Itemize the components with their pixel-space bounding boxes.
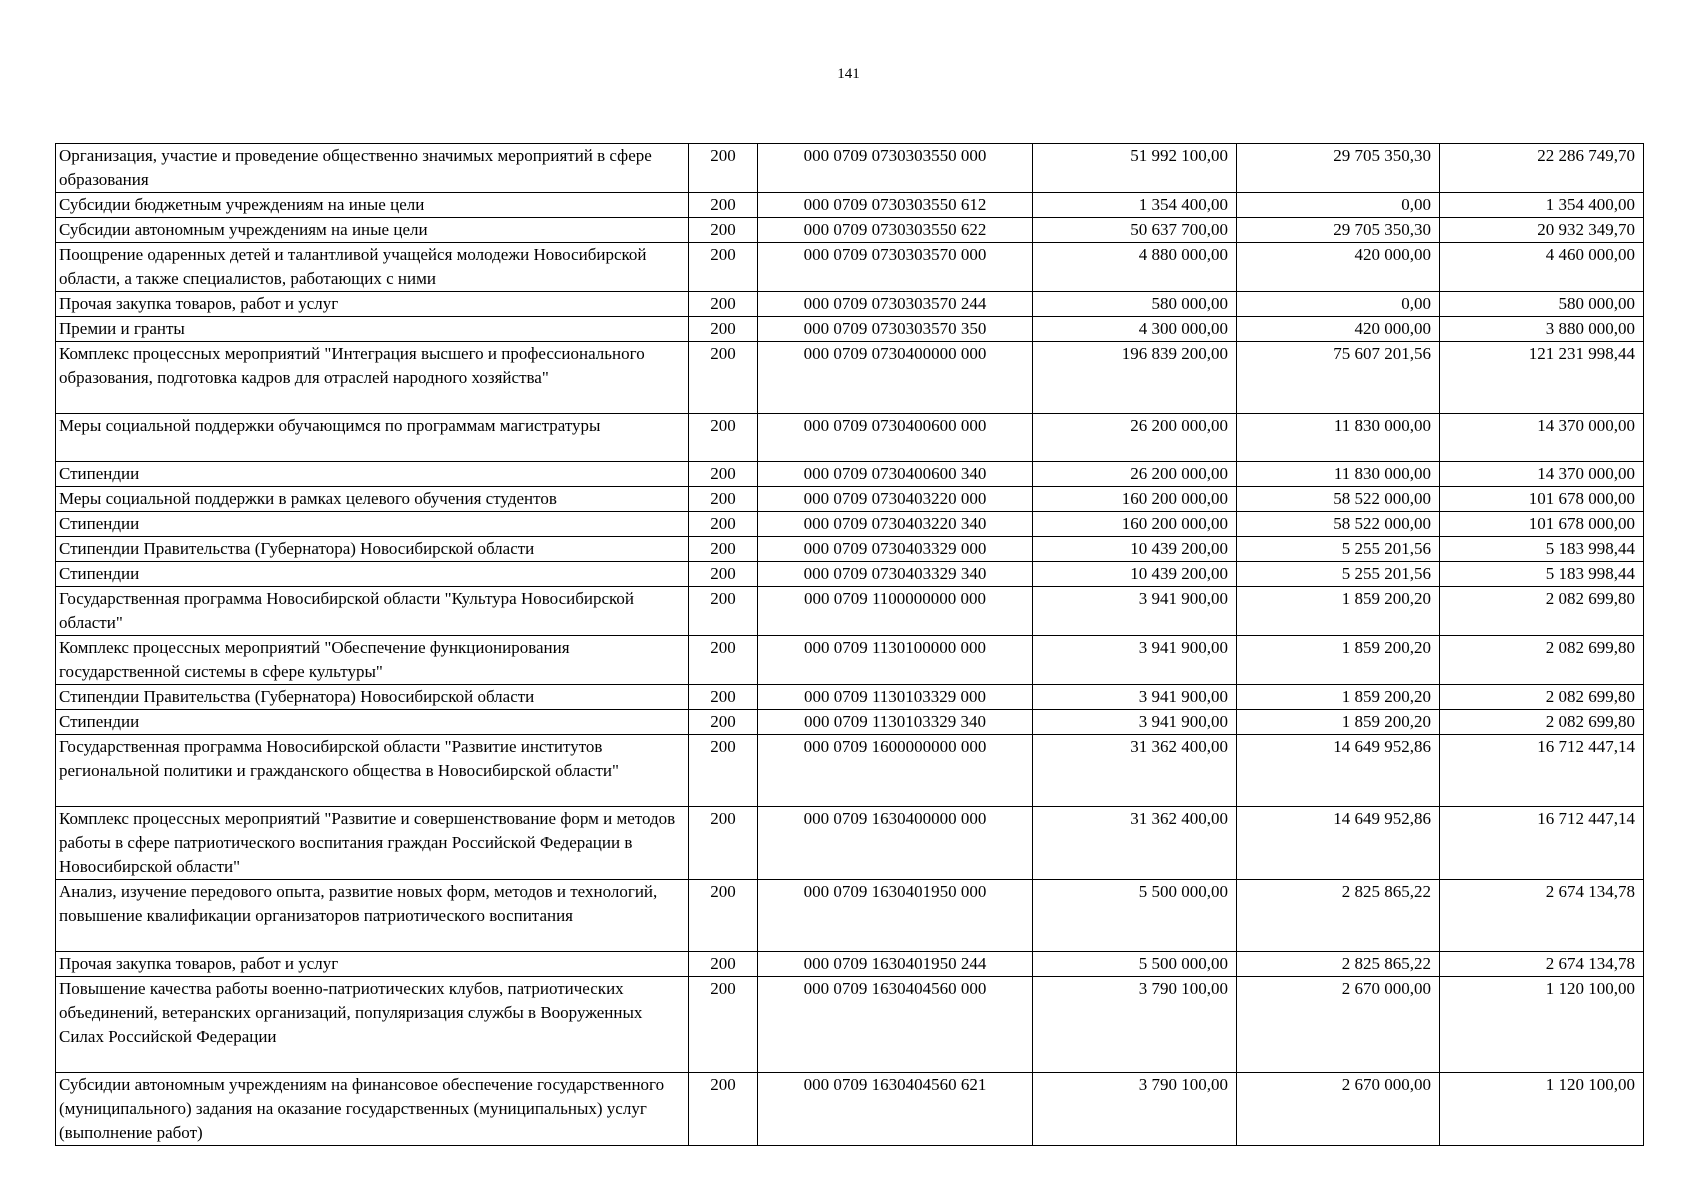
- remaining-amount: 14 370 000,00: [1440, 414, 1644, 462]
- admin-code: 200: [689, 807, 758, 880]
- budget-classification-code: 000 0709 0730403329 000: [758, 537, 1033, 562]
- row-name: Поощрение одаренных детей и талантливой учащейся молодежи Новосибирской области, а также специалистов, работающих с ними: [56, 243, 689, 292]
- remaining-amount: 14 370 000,00: [1440, 462, 1644, 487]
- approved-amount: 10 439 200,00: [1033, 537, 1237, 562]
- table-row: [56, 342, 1644, 414]
- approved-amount: 4 300 000,00: [1033, 317, 1237, 342]
- admin-code: 200: [689, 462, 758, 487]
- table-row: [56, 512, 1644, 537]
- remaining-amount: 101 678 000,00: [1440, 512, 1644, 537]
- budget-classification-code: 000 0709 0730303570 244: [758, 292, 1033, 317]
- table-row: [56, 636, 1644, 685]
- admin-code: 200: [689, 562, 758, 587]
- budget-table: [55, 143, 1644, 1146]
- row-name: Прочая закупка товаров, работ и услуг: [56, 292, 689, 317]
- remaining-amount: 2 082 699,80: [1440, 710, 1644, 735]
- budget-classification-code: 000 0709 1630401950 244: [758, 952, 1033, 977]
- remaining-amount: 2 082 699,80: [1440, 587, 1644, 636]
- executed-amount: 2 670 000,00: [1237, 1073, 1440, 1146]
- executed-amount: 1 859 200,20: [1237, 685, 1440, 710]
- remaining-amount: 1 120 100,00: [1440, 1073, 1644, 1146]
- table-row: [56, 487, 1644, 512]
- table-row: [56, 462, 1644, 487]
- executed-amount: 2 825 865,22: [1237, 880, 1440, 952]
- executed-amount: 29 705 350,30: [1237, 144, 1440, 193]
- table-row: [56, 537, 1644, 562]
- approved-amount: 26 200 000,00: [1033, 414, 1237, 462]
- executed-amount: 11 830 000,00: [1237, 462, 1440, 487]
- approved-amount: 51 992 100,00: [1033, 144, 1237, 193]
- budget-classification-code: 000 0709 1630400000 000: [758, 807, 1033, 880]
- page-number: 141: [837, 66, 860, 82]
- remaining-amount: 20 932 349,70: [1440, 218, 1644, 243]
- admin-code: 200: [689, 1073, 758, 1146]
- executed-amount: 58 522 000,00: [1237, 512, 1440, 537]
- budget-classification-code: 000 0709 0730400600 000: [758, 414, 1033, 462]
- table-row: [56, 317, 1644, 342]
- budget-classification-code: 000 0709 1630401950 000: [758, 880, 1033, 952]
- row-name: Прочая закупка товаров, работ и услуг: [56, 952, 689, 977]
- executed-amount: 5 255 201,56: [1237, 562, 1440, 587]
- table-row: [56, 562, 1644, 587]
- approved-amount: 26 200 000,00: [1033, 462, 1237, 487]
- row-name: Комплекс процессных мероприятий "Интеграция высшего и профессионального образования, подготовка кадров для отраслей народного хозяйства": [56, 342, 689, 414]
- admin-code: 200: [689, 414, 758, 462]
- row-name: Государственная программа Новосибирской области "Развитие институтов региональной политики и гражданского общества в Новосибирской области": [56, 735, 689, 807]
- executed-amount: 14 649 952,86: [1237, 807, 1440, 880]
- remaining-amount: 2 082 699,80: [1440, 636, 1644, 685]
- executed-amount: 1 859 200,20: [1237, 587, 1440, 636]
- approved-amount: 10 439 200,00: [1033, 562, 1237, 587]
- row-name: Премии и гранты: [56, 317, 689, 342]
- budget-classification-code: 000 0709 0730403329 340: [758, 562, 1033, 587]
- row-name: Комплекс процессных мероприятий "Развитие и совершенствование форм и методов работы в сфере патриотического воспитания граждан Российской Федерации в Новосибирской области": [56, 807, 689, 880]
- approved-amount: 160 200 000,00: [1033, 512, 1237, 537]
- budget-classification-code: 000 0709 0730303550 612: [758, 193, 1033, 218]
- row-name: Государственная программа Новосибирской области "Культура Новосибирской области": [56, 587, 689, 636]
- budget-classification-code: 000 0709 1130103329 000: [758, 685, 1033, 710]
- approved-amount: 3 790 100,00: [1033, 1073, 1237, 1146]
- admin-code: 200: [689, 193, 758, 218]
- approved-amount: 4 880 000,00: [1033, 243, 1237, 292]
- budget-classification-code: 000 0709 0730403220 340: [758, 512, 1033, 537]
- budget-classification-code: 000 0709 0730400600 340: [758, 462, 1033, 487]
- approved-amount: 31 362 400,00: [1033, 735, 1237, 807]
- executed-amount: 5 255 201,56: [1237, 537, 1440, 562]
- row-name: Повышение качества работы военно-патриотических клубов, патриотических объединений, ветеранских организаций, популяризация службы в Вооруженных Силах Российской Федерации: [56, 977, 689, 1073]
- executed-amount: 1 859 200,20: [1237, 636, 1440, 685]
- budget-classification-code: 000 0709 1630404560 000: [758, 977, 1033, 1073]
- table-row: [56, 1073, 1644, 1146]
- remaining-amount: 22 286 749,70: [1440, 144, 1644, 193]
- table-row: [56, 218, 1644, 243]
- budget-classification-code: 000 0709 1130100000 000: [758, 636, 1033, 685]
- remaining-amount: 580 000,00: [1440, 292, 1644, 317]
- admin-code: 200: [689, 685, 758, 710]
- remaining-amount: 121 231 998,44: [1440, 342, 1644, 414]
- remaining-amount: 2 082 699,80: [1440, 685, 1644, 710]
- admin-code: 200: [689, 952, 758, 977]
- approved-amount: 50 637 700,00: [1033, 218, 1237, 243]
- approved-amount: 160 200 000,00: [1033, 487, 1237, 512]
- admin-code: 200: [689, 880, 758, 952]
- remaining-amount: 5 183 998,44: [1440, 562, 1644, 587]
- row-name: Организация, участие и проведение общественно значимых мероприятий в сфере образования: [56, 144, 689, 193]
- row-name: Субсидии автономным учреждениям на финансовое обеспечение государственного (муниципального) задания на оказание государственных (муниципальных) услуг (выполнение работ): [56, 1073, 689, 1146]
- row-name: Стипендии Правительства (Губернатора) Новосибирской области: [56, 685, 689, 710]
- executed-amount: 0,00: [1237, 193, 1440, 218]
- remaining-amount: 1 120 100,00: [1440, 977, 1644, 1073]
- executed-amount: 11 830 000,00: [1237, 414, 1440, 462]
- admin-code: 200: [689, 710, 758, 735]
- approved-amount: 31 362 400,00: [1033, 807, 1237, 880]
- budget-classification-code: 000 0709 0730303550 622: [758, 218, 1033, 243]
- admin-code: 200: [689, 512, 758, 537]
- table-row: [56, 587, 1644, 636]
- admin-code: 200: [689, 487, 758, 512]
- remaining-amount: 2 674 134,78: [1440, 952, 1644, 977]
- budget-classification-code: 000 0709 0730303570 000: [758, 243, 1033, 292]
- executed-amount: 75 607 201,56: [1237, 342, 1440, 414]
- remaining-amount: 2 674 134,78: [1440, 880, 1644, 952]
- executed-amount: 1 859 200,20: [1237, 710, 1440, 735]
- table-row: [56, 880, 1644, 952]
- budget-classification-code: 000 0709 1100000000 000: [758, 587, 1033, 636]
- admin-code: 200: [689, 317, 758, 342]
- approved-amount: 5 500 000,00: [1033, 952, 1237, 977]
- admin-code: 200: [689, 537, 758, 562]
- admin-code: 200: [689, 243, 758, 292]
- admin-code: 200: [689, 587, 758, 636]
- executed-amount: 2 670 000,00: [1237, 977, 1440, 1073]
- budget-classification-code: 000 0709 1630404560 621: [758, 1073, 1033, 1146]
- remaining-amount: 5 183 998,44: [1440, 537, 1644, 562]
- executed-amount: 58 522 000,00: [1237, 487, 1440, 512]
- table-row: [56, 977, 1644, 1073]
- approved-amount: 1 354 400,00: [1033, 193, 1237, 218]
- remaining-amount: 3 880 000,00: [1440, 317, 1644, 342]
- executed-amount: 14 649 952,86: [1237, 735, 1440, 807]
- row-name: Анализ, изучение передового опыта, развитие новых форм, методов и технологий, повышение квалификации организаторов патриотического воспитания: [56, 880, 689, 952]
- approved-amount: 3 941 900,00: [1033, 710, 1237, 735]
- approved-amount: 3 941 900,00: [1033, 636, 1237, 685]
- executed-amount: 2 825 865,22: [1237, 952, 1440, 977]
- budget-classification-code: 000 0709 1600000000 000: [758, 735, 1033, 807]
- remaining-amount: 16 712 447,14: [1440, 807, 1644, 880]
- table-row: [56, 193, 1644, 218]
- executed-amount: 420 000,00: [1237, 243, 1440, 292]
- table-row: [56, 710, 1644, 735]
- row-name: Стипендии: [56, 462, 689, 487]
- remaining-amount: 101 678 000,00: [1440, 487, 1644, 512]
- row-name: Субсидии бюджетным учреждениям на иные цели: [56, 193, 689, 218]
- budget-classification-code: 000 0709 0730303550 000: [758, 144, 1033, 193]
- remaining-amount: 4 460 000,00: [1440, 243, 1644, 292]
- admin-code: 200: [689, 977, 758, 1073]
- admin-code: 200: [689, 636, 758, 685]
- approved-amount: 3 790 100,00: [1033, 977, 1237, 1073]
- remaining-amount: 16 712 447,14: [1440, 735, 1644, 807]
- table-row: [56, 952, 1644, 977]
- admin-code: 200: [689, 144, 758, 193]
- approved-amount: 580 000,00: [1033, 292, 1237, 317]
- executed-amount: 420 000,00: [1237, 317, 1440, 342]
- row-name: Субсидии автономным учреждениям на иные цели: [56, 218, 689, 243]
- executed-amount: 29 705 350,30: [1237, 218, 1440, 243]
- row-name: Стипендии: [56, 512, 689, 537]
- table-row: [56, 414, 1644, 462]
- table-row: [56, 807, 1644, 880]
- row-name: Стипендии: [56, 562, 689, 587]
- table-row: [56, 243, 1644, 292]
- budget-classification-code: 000 0709 1130103329 340: [758, 710, 1033, 735]
- approved-amount: 3 941 900,00: [1033, 685, 1237, 710]
- remaining-amount: 1 354 400,00: [1440, 193, 1644, 218]
- row-name: Стипендии: [56, 710, 689, 735]
- budget-classification-code: 000 0709 0730400000 000: [758, 342, 1033, 414]
- admin-code: 200: [689, 218, 758, 243]
- row-name: Меры социальной поддержки в рамках целевого обучения студентов: [56, 487, 689, 512]
- executed-amount: 0,00: [1237, 292, 1440, 317]
- row-name: Меры социальной поддержки обучающимся по программам магистратуры: [56, 414, 689, 462]
- admin-code: 200: [689, 292, 758, 317]
- approved-amount: 5 500 000,00: [1033, 880, 1237, 952]
- admin-code: 200: [689, 342, 758, 414]
- table-row: [56, 144, 1644, 193]
- budget-table-body: [56, 144, 1644, 1146]
- row-name: Комплекс процессных мероприятий "Обеспечение функционирования государственной системы в сфере культуры": [56, 636, 689, 685]
- approved-amount: 3 941 900,00: [1033, 587, 1237, 636]
- approved-amount: 196 839 200,00: [1033, 342, 1237, 414]
- budget-classification-code: 000 0709 0730403220 000: [758, 487, 1033, 512]
- admin-code: 200: [689, 735, 758, 807]
- table-row: [56, 735, 1644, 807]
- budget-classification-code: 000 0709 0730303570 350: [758, 317, 1033, 342]
- table-row: [56, 292, 1644, 317]
- table-row: [56, 685, 1644, 710]
- row-name: Стипендии Правительства (Губернатора) Новосибирской области: [56, 537, 689, 562]
